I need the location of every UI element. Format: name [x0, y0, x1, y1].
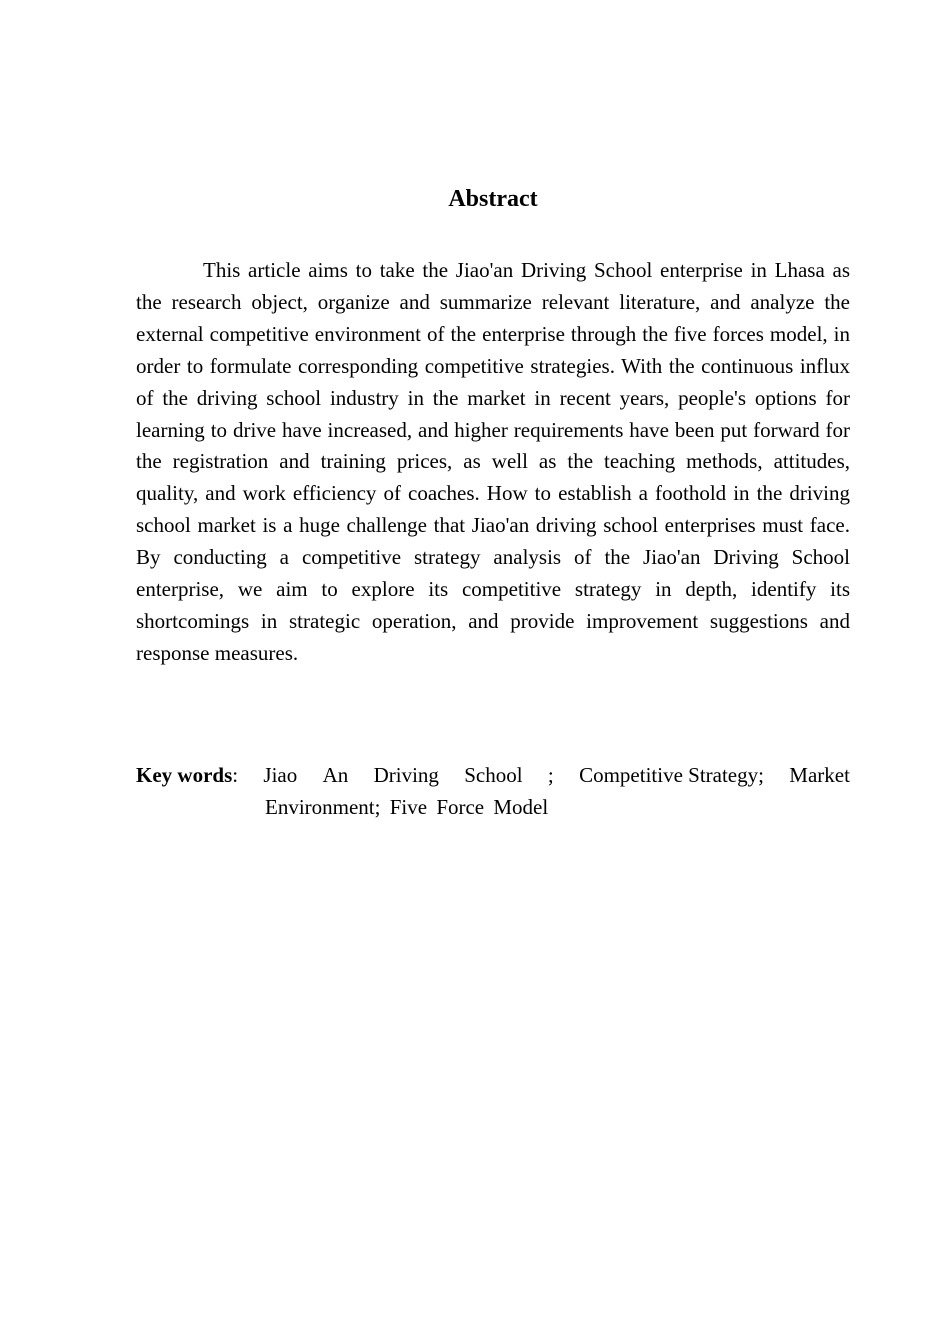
keywords-block — [136, 759, 850, 823]
keywords-line-1 — [136, 759, 850, 791]
keyword-term: School — [464, 763, 523, 787]
keywords-separator: : — [232, 763, 239, 787]
keyword-term: ; — [547, 763, 554, 787]
keywords-label: Key words — [136, 763, 233, 787]
keywords-lead — [136, 759, 238, 791]
keyword-term: Driving — [373, 763, 439, 787]
keyword-term: Market — [789, 763, 850, 787]
keywords-line-2: Environment; Five Force Model — [265, 795, 549, 819]
abstract-body: This article aims to take the Jiao'an Driving School enterprise in Lhasa as the research object, organize and summarize relevant literature, and analyze the external competitive environment of the enterprise through the five forces model, in order to formulate corresponding competitive strategies. With the continuous influx of the driving school industry in the market in recent years, people's options for learning to drive have increased, and higher requirements have been put forward for the registration and training prices, as well as the teaching methods, attitudes, quality, and work efficiency of coaches. How to establish a foothold in the driving school market is a huge challenge that Jiao'an driving school enterprises must face. By conducting a competitive strategy analysis of the Jiao'an Driving School enterprise, we aim to explore its competitive strategy in depth, identify its shortcomings in strategic operation, and provide improvement suggestions and response measures. — [136, 258, 850, 665]
keyword-term: Competitive Strategy; — [579, 763, 764, 787]
keyword-term: An — [322, 763, 349, 787]
abstract-title: Abstract — [448, 186, 538, 212]
keyword-term: Jiao — [263, 763, 298, 787]
